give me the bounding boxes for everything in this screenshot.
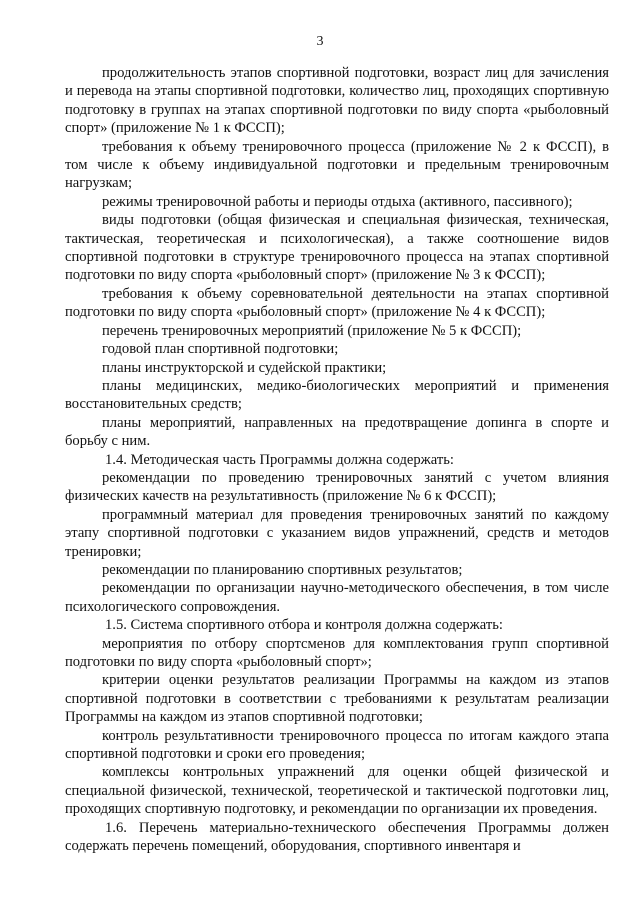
paragraph-control-exercises: комплексы контрольных упражнений для оценки общей физической и специальной физической, технической, теоретической и тактической подготовки лиц, проходящих спортивную подготовку, и рекомендации по организации их проведения. — [65, 764, 609, 818]
paragraph-athlete-selection: мероприятия по отбору спортсменов для комплектования групп спортивной подготовки по виду спорта «рыболовный спорт»; — [65, 635, 609, 670]
paragraph-medical-plans: планы медицинских, медико-биологических мероприятий и применения восстановительных средств; — [65, 377, 609, 413]
paragraph-work-rest-modes: режимы тренировочной работы и периоды отдыха (активного, пассивного); — [102, 193, 573, 210]
paragraph-results-planning: рекомендации по планированию спортивных результатов; — [102, 561, 463, 578]
paragraph-instructor-practice: планы инструкторской и судейской практики; — [102, 359, 387, 376]
paragraph-stage-duration: продолжительность этапов спортивной подготовки, возраст лиц для зачисления и перевода на этапы спортивной подготовки, количество лиц, проходящих спортивную подготовку в группах на этапах спортивной подготовки по виду спорта «рыболовный спорт» (приложение № 1 к ФССП); — [65, 65, 609, 137]
paragraph-scientific-support: рекомендации по организации научно-методического обеспечения, в том числе психологического сопровождения. — [65, 580, 609, 615]
section-1-6-heading: 1.6. Перечень материально-технического обеспечения Программы должен содержать перечень помещений, оборудования, спортивного инвентаря и — [65, 819, 609, 855]
paragraph-training-types: виды подготовки (общая физическая и специальная физическая, техническая, тактическая, теоретическая и психологическая), а также соотношение видов спортивной подготовки в структуре тренировочного процесса на этапах спортивной подготовки по виду спорта «рыболовный спорт» (приложение № 3 к ФССП); — [65, 212, 609, 284]
paragraph-performance-control: контроль результативности тренировочного процесса по итогам каждого этапа спортивной подготовки и сроки его проведения; — [65, 727, 609, 763]
paragraph-training-recommendations: рекомендации по проведению тренировочных занятий с учетом влияния физических качеств на результативность (приложение № 6 к ФССП); — [65, 469, 609, 505]
page-number: 3 — [316, 34, 324, 49]
paragraph-program-material: программный материал для проведения тренировочных занятий по каждому этапу спортивной подготовки с указанием видов упражнений, средств и методов тренировки; — [65, 506, 609, 560]
paragraph-anti-doping: планы мероприятий, направленных на предотвращение допинга в спорте и борьбу с ним. — [65, 414, 609, 450]
paragraph-evaluation-criteria: критерии оценки результатов реализации Программы на каждом из этапов спортивной подготовки в соответствии с требованиями к результатам реализации Программы на каждом из этапов спортивной подготовки; — [65, 672, 609, 726]
document-body — [65, 64, 609, 855]
paragraph-competition-volume: требования к объему соревновательной деятельности на этапах спортивной подготовки по виду спорта «рыболовный спорт» (приложение № 4 к ФССП); — [65, 285, 609, 321]
paragraph-training-events: перечень тренировочных мероприятий (приложение № 5 к ФССП); — [102, 322, 522, 339]
section-1-4-heading: 1.4. Методическая часть Программы должна содержать: — [105, 451, 454, 468]
paragraph-training-volume: требования к объему тренировочного процесса (приложение № 2 к ФССП), в том числе к объему индивидуальной подготовки и предельным тренировочным нагрузкам; — [65, 138, 609, 192]
paragraph-annual-plan: годовой план спортивной подготовки; — [102, 341, 339, 358]
section-1-5-heading: 1.5. Система спортивного отбора и контроля должна содержать: — [105, 617, 503, 634]
